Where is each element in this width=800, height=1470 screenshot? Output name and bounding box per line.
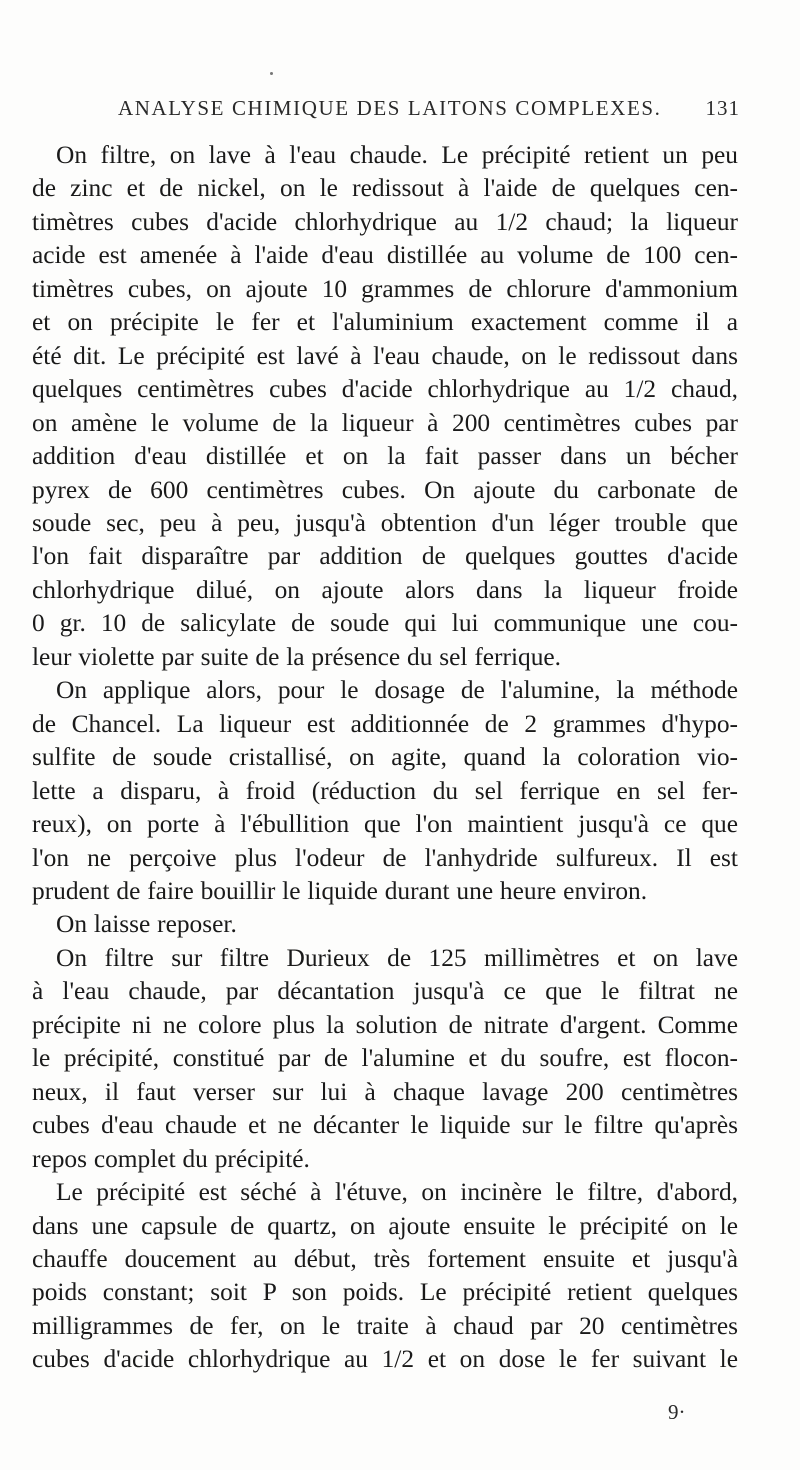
print-speck [270, 72, 273, 75]
text-line: sulfite de soude cristallisé, on agite, quand la coloration vio- [32, 743, 738, 772]
text-line: l'on fait disparaître par addition de quelques gouttes d'acide [32, 542, 738, 571]
text-line: de Chancel. La liqueur est additionnée de 2 grammes d'hypo- [32, 709, 738, 738]
text-line: chauffe doucement au début, très fortement ensuite et jusqu'à [32, 1244, 738, 1273]
page-number: 131 [705, 96, 740, 120]
page-header [108, 96, 740, 130]
text-line: milligrammes de fer, on le traite à chaud par 20 centimètres [32, 1311, 738, 1340]
paragraph-5 [32, 1176, 738, 1377]
text-line: prudent de faire bouillir le liquide durant une heure environ. [32, 876, 648, 905]
text-line: soude sec, peu à peu, jusqu'à obtention d'un léger trouble que [32, 508, 738, 537]
text-line: On applique alors, pour le dosage de l'alumine, la méthode [56, 676, 738, 705]
text-line: acide est amenée à l'aide d'eau distillée au volume de 100 cen- [32, 241, 738, 270]
text-line: On filtre, on lave à l'eau chaude. Le précipité retient un peu [56, 141, 738, 169]
text-line: timètres cubes, on ajoute 10 grammes de chlorure d'ammonium [32, 274, 738, 303]
text-line: timètres cubes d'acide chlorhydrique au 1/2 chaud; la liqueur [32, 207, 738, 236]
text-line: l'on ne perçoive plus l'odeur de l'anhydride sulfureux. Il est [32, 843, 738, 872]
text-line: On laisse reposer. [56, 910, 237, 939]
text-line: et on précipite le fer et l'aluminium exactement comme il a [32, 308, 738, 337]
text-line: le précipité, constitué par de l'alumine et du soufre, est flocon- [32, 1044, 738, 1073]
signature-mark: 9· [668, 1400, 686, 1424]
text-line: été dit. Le précipité est lavé à l'eau chaude, on le redissout dans [32, 341, 738, 370]
paragraph-4 [32, 942, 738, 1176]
text-line: pyrex de 600 centimètres cubes. On ajoute du carbonate de [32, 475, 738, 504]
text-line: addition d'eau distillée et on la fait passer dans un bécher [32, 442, 738, 471]
text-line: neux, il faut verser sur lui à chaque lavage 200 centimètres [32, 1077, 738, 1106]
running-head: ANALYSE CHIMIQUE DES LAITONS COMPLEXES. [118, 96, 662, 120]
paragraph-3 [32, 908, 738, 941]
paragraph-1 [32, 139, 738, 674]
paragraph-2 [32, 674, 738, 908]
text-line: Le précipité est séché à l'étuve, on incinère le filtre, d'abord, [56, 1178, 738, 1207]
text-line: chlorhydrique dilué, on ajoute alors dans la liqueur froide [32, 575, 738, 604]
text-line: 0 gr. 10 de salicylate de soude qui lui communique une cou- [32, 609, 738, 638]
text-line: lette a disparu, à froid (réduction du sel ferrique en sel fer- [32, 776, 738, 805]
text-line: leur violette par suite de la présence du sel ferrique. [32, 642, 562, 671]
text-line: quelques centimètres cubes d'acide chlorhydrique au 1/2 chaud, [32, 375, 738, 404]
text-line: précipite ni ne colore plus la solution de nitrate d'argent. Comme [32, 1010, 738, 1039]
text-line: cubes d'eau chaude et ne décanter le liquide sur le filtre qu'après [32, 1111, 738, 1140]
text-line: On filtre sur filtre Durieux de 125 millimètres et on lave [56, 943, 738, 972]
text-line: repos complet du précipité. [32, 1144, 310, 1173]
text-line: cubes d'acide chlorhydrique au 1/2 et on dose le fer suivant le [32, 1345, 738, 1374]
text-line: poids constant; soit P son poids. Le précipité retient quelques [32, 1278, 738, 1307]
text-line: reux), on porte à l'ébullition que l'on maintient jusqu'à ce que [32, 810, 738, 839]
text-line: dans une capsule de quartz, on ajoute ensuite le précipité on le [32, 1211, 738, 1240]
body-text [32, 139, 738, 1377]
text-line: de zinc et de nickel, on le redissout à l'aide de quelques cen- [32, 174, 738, 203]
text-line: à l'eau chaude, par décantation jusqu'à ce que le filtrat ne [32, 977, 738, 1006]
text-line: on amène le volume de la liqueur à 200 centimètres cubes par [32, 408, 738, 437]
